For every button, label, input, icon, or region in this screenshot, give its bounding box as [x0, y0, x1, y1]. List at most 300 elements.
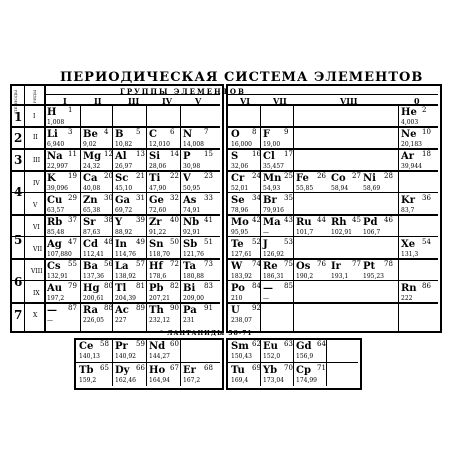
group-VII: VII — [273, 96, 287, 106]
atomic-number: 36 — [422, 194, 431, 202]
element-symbol: Ar — [401, 151, 415, 162]
atomic-mass: 45,10 — [115, 185, 133, 192]
element-symbol: N — [183, 129, 193, 140]
element-symbol: Mg — [83, 151, 102, 162]
grid-line — [12, 236, 220, 237]
atomic-number: 89 — [136, 304, 145, 312]
element-cell — [148, 216, 180, 236]
element-cell — [400, 194, 432, 214]
lanthanide-cell — [148, 364, 180, 384]
element-cell — [230, 282, 262, 302]
row-5: V — [33, 202, 38, 209]
element-cell — [262, 216, 294, 236]
element-cell — [82, 216, 114, 236]
atomic-number: 57 — [136, 260, 145, 268]
element-symbol: Au — [47, 283, 63, 294]
lanthanide-cell — [230, 340, 262, 360]
atomic-mass: 231 — [183, 317, 195, 324]
groups-header: ГРУППЫ ЭЛЕМЕНТОВ — [120, 87, 246, 96]
element-symbol: La — [115, 261, 129, 272]
element-cell — [182, 150, 214, 170]
element-cell — [114, 304, 146, 324]
atomic-mass: 152,0 — [263, 353, 281, 360]
element-symbol: Be — [83, 129, 98, 140]
atomic-mass: 207,21 — [149, 295, 170, 302]
grid-line — [226, 94, 438, 95]
atomic-number: 79 — [68, 282, 77, 290]
element-symbol: Pb — [149, 283, 164, 294]
element-cell — [262, 172, 294, 192]
atomic-number: 46 — [384, 216, 393, 224]
atomic-number: 58 — [100, 340, 109, 348]
element-cell — [230, 150, 262, 170]
element-symbol: Ga — [115, 195, 131, 206]
atomic-mass: — — [263, 229, 269, 236]
period-4: 4 — [14, 185, 23, 199]
element-cell — [114, 194, 146, 214]
atomic-mass: 183,92 — [231, 273, 252, 280]
atomic-number: 31 — [136, 194, 145, 202]
atomic-mass: — — [263, 295, 269, 302]
atomic-mass: 83,7 — [401, 207, 415, 214]
lanthanide-cell — [148, 340, 180, 360]
element-symbol: Cd — [83, 239, 98, 250]
atomic-number: 64 — [317, 340, 326, 348]
element-symbol: Zr — [149, 217, 162, 228]
atomic-number: 4 — [104, 128, 109, 136]
element-symbol: U — [231, 305, 240, 316]
grid-line — [80, 104, 81, 331]
element-symbol: B — [115, 129, 124, 140]
atomic-number: 10 — [422, 128, 431, 136]
lanthanide-cell — [230, 364, 262, 384]
element-symbol: Nb — [183, 217, 200, 228]
atomic-mass: 85,48 — [47, 229, 65, 236]
atomic-number: 33 — [204, 194, 213, 202]
element-symbol: Pa — [183, 305, 197, 316]
element-cell — [182, 260, 214, 280]
element-symbol: Ma — [263, 217, 281, 228]
element-symbol: Tl — [115, 283, 127, 294]
element-symbol: Eu — [263, 341, 278, 352]
element-cell — [230, 304, 262, 324]
element-cell — [295, 172, 327, 192]
grid-line — [398, 104, 399, 331]
atomic-number: 76 — [317, 260, 326, 268]
row-9: IX — [33, 290, 40, 297]
atomic-number: 84 — [252, 282, 261, 290]
element-symbol: Y — [115, 217, 123, 228]
atomic-number: 20 — [104, 172, 113, 180]
atomic-mass: 164,94 — [149, 377, 170, 384]
element-cell — [46, 282, 78, 302]
element-symbol: Sm — [231, 341, 249, 352]
element-cell — [262, 282, 294, 302]
element-symbol: Nd — [149, 341, 166, 352]
group-VIII: VIII — [340, 96, 358, 106]
atomic-mass: 174,99 — [296, 377, 317, 384]
atomic-number: 38 — [104, 216, 113, 224]
group-II: II — [94, 96, 102, 106]
element-cell — [114, 172, 146, 192]
element-cell — [114, 128, 146, 148]
element-symbol: Sc — [115, 173, 129, 184]
element-cell — [230, 260, 262, 280]
atomic-number: 63 — [284, 340, 293, 348]
element-cell — [82, 150, 114, 170]
atomic-mass: 238,07 — [231, 317, 252, 324]
atomic-number: 55 — [68, 260, 77, 268]
element-cell — [46, 150, 78, 170]
element-symbol: Ne — [401, 129, 417, 140]
element-cell — [182, 128, 214, 148]
atomic-number: 44 — [317, 216, 326, 224]
atomic-mass: 35,457 — [263, 163, 284, 170]
element-cell — [295, 216, 327, 236]
element-cell — [400, 106, 432, 126]
element-cell — [82, 172, 114, 192]
atomic-mass: 79,916 — [263, 207, 284, 214]
atomic-number: 14 — [170, 150, 179, 158]
element-symbol: — — [263, 283, 273, 294]
atomic-mass: 4,003 — [401, 119, 419, 126]
atomic-number: 6 — [170, 128, 175, 136]
atomic-mass: 169,4 — [231, 377, 249, 384]
element-cell — [46, 172, 78, 192]
element-cell — [82, 238, 114, 258]
element-symbol: Ca — [83, 173, 98, 184]
element-symbol: O — [231, 129, 240, 140]
element-cell — [230, 194, 262, 214]
atomic-mass: 39,944 — [401, 163, 422, 170]
atomic-mass: 54,93 — [263, 185, 281, 192]
atomic-number: 47 — [68, 238, 77, 246]
atomic-number: 67 — [170, 364, 179, 372]
element-symbol: — — [47, 305, 57, 316]
lanthanide-cell — [114, 364, 146, 384]
atomic-mass: 178,6 — [149, 273, 167, 280]
atomic-number: 34 — [252, 194, 261, 202]
element-cell — [82, 194, 114, 214]
element-symbol: As — [183, 195, 197, 206]
atomic-number: 45 — [352, 216, 361, 224]
atomic-mass: 197,2 — [47, 295, 65, 302]
element-cell — [230, 172, 262, 192]
element-symbol: Ho — [149, 365, 166, 376]
atomic-number: 32 — [170, 194, 179, 202]
atomic-mass: 156,9 — [296, 353, 314, 360]
element-symbol: Ni — [363, 173, 376, 184]
periods-header: ПЕРИОДЫ — [13, 90, 18, 114]
element-symbol: Na — [47, 151, 63, 162]
atomic-mass: 204,39 — [115, 295, 136, 302]
element-symbol: Hg — [83, 283, 100, 294]
atomic-mass: 138,92 — [115, 273, 136, 280]
atomic-number: 60 — [170, 340, 179, 348]
atomic-number: 29 — [68, 194, 77, 202]
atomic-number: 39 — [136, 216, 145, 224]
atomic-number: 48 — [104, 238, 113, 246]
element-cell — [262, 150, 294, 170]
element-symbol: Gd — [296, 341, 312, 352]
atomic-number: 59 — [136, 340, 145, 348]
grid-line — [146, 340, 147, 386]
element-cell — [330, 260, 362, 280]
element-cell — [114, 238, 146, 258]
element-cell — [362, 216, 394, 236]
element-symbol: Pt — [363, 261, 376, 272]
atomic-mass: 226,05 — [83, 317, 104, 324]
atomic-number: 7 — [204, 128, 209, 136]
group-I: I — [63, 96, 67, 106]
atomic-mass: 74,91 — [183, 207, 201, 214]
group-IV: IV — [162, 96, 172, 106]
element-symbol: Mn — [263, 173, 282, 184]
atomic-number: 83 — [204, 282, 213, 290]
row-1: I — [33, 113, 36, 120]
period-3: 3 — [14, 153, 23, 167]
element-symbol: Sb — [183, 239, 198, 250]
atomic-number: 15 — [204, 150, 213, 158]
element-symbol: Mo — [231, 217, 249, 228]
atomic-mass: 47,90 — [149, 185, 167, 192]
element-symbol: Re — [263, 261, 278, 272]
row-2: II — [33, 134, 38, 141]
element-symbol: Fe — [296, 173, 309, 184]
element-cell — [148, 194, 180, 214]
element-symbol: Ac — [115, 305, 129, 316]
grid-line — [24, 86, 25, 331]
atomic-number: 12 — [104, 150, 113, 158]
atomic-mass: 209,00 — [183, 295, 204, 302]
element-symbol: Dy — [115, 365, 130, 376]
element-symbol: He — [401, 107, 417, 118]
element-symbol: Ra — [83, 305, 99, 316]
element-cell — [182, 172, 214, 192]
element-symbol: Po — [231, 283, 245, 294]
grid-line — [112, 340, 113, 386]
lanthanide-cell — [295, 340, 327, 360]
element-symbol: Rh — [331, 217, 347, 228]
element-symbol: Li — [47, 129, 58, 140]
atomic-mass: 102,91 — [331, 229, 352, 236]
atomic-number: 65 — [100, 364, 109, 372]
element-symbol: V — [183, 173, 191, 184]
element-symbol: Hf — [149, 261, 163, 272]
atomic-number: 3 — [68, 128, 73, 136]
element-symbol: Sn — [149, 239, 164, 250]
element-cell — [330, 172, 362, 192]
atomic-number: 30 — [104, 194, 113, 202]
atomic-mass: 162,46 — [115, 377, 136, 384]
element-cell — [400, 150, 432, 170]
atomic-mass: 232,12 — [149, 317, 170, 324]
element-cell — [262, 238, 294, 258]
lanthanide-cell — [182, 364, 214, 384]
grid-line — [180, 104, 181, 331]
atomic-mass: 190,2 — [296, 273, 314, 280]
element-symbol: Zn — [83, 195, 98, 206]
atomic-mass: 193,1 — [331, 273, 349, 280]
atomic-mass: 137,36 — [83, 273, 104, 280]
group-III: III — [128, 96, 140, 106]
atomic-mass: 20,183 — [401, 141, 422, 148]
atomic-number: 35 — [284, 194, 293, 202]
atomic-mass: 173,04 — [263, 377, 284, 384]
atomic-mass: 69,72 — [115, 207, 133, 214]
atomic-mass: 26,97 — [115, 163, 133, 170]
atomic-mass: 72,60 — [149, 207, 167, 214]
atomic-mass: 58,69 — [363, 185, 381, 192]
element-cell — [114, 260, 146, 280]
element-symbol: Pd — [363, 217, 378, 228]
atomic-mass: 106,7 — [363, 229, 381, 236]
element-symbol: Ir — [331, 261, 341, 272]
atomic-mass: 95,95 — [231, 229, 249, 236]
element-symbol: Yb — [263, 365, 278, 376]
element-symbol: Os — [296, 261, 311, 272]
lanthanide-cell — [295, 364, 327, 384]
atomic-number: 8 — [252, 128, 257, 136]
element-cell — [114, 150, 146, 170]
atomic-mass: 9,02 — [83, 141, 97, 148]
element-symbol: Tb — [79, 365, 94, 376]
atomic-number: 62 — [252, 340, 261, 348]
period-5: 5 — [14, 233, 23, 247]
group-VI: VI — [240, 96, 250, 106]
atomic-mass: 30,98 — [183, 163, 201, 170]
element-cell — [182, 216, 214, 236]
lanthanide-cell — [262, 340, 294, 360]
element-symbol: Al — [115, 151, 127, 162]
atomic-number: 53 — [284, 238, 293, 246]
atomic-number: 52 — [252, 238, 261, 246]
atomic-number: 80 — [104, 282, 113, 290]
period-1: 1 — [14, 110, 23, 124]
atomic-mass: 210 — [231, 295, 243, 302]
atomic-number: 24 — [252, 172, 261, 180]
element-cell — [46, 304, 78, 324]
atomic-number: 9 — [284, 128, 289, 136]
element-cell — [148, 128, 180, 148]
element-symbol: Rb — [47, 217, 63, 228]
element-cell — [82, 260, 114, 280]
atomic-mass: 195,23 — [363, 273, 384, 280]
element-cell — [362, 172, 394, 192]
atomic-number: 66 — [136, 364, 145, 372]
element-cell — [46, 106, 78, 126]
atomic-number: 28 — [384, 172, 393, 180]
grid-line — [12, 280, 220, 281]
element-cell — [182, 238, 214, 258]
atomic-number: 27 — [352, 172, 361, 180]
grid-line — [12, 192, 220, 193]
atomic-number: 37 — [68, 216, 77, 224]
atomic-mass: 150,43 — [231, 353, 252, 360]
atomic-mass: 127,61 — [231, 251, 252, 258]
atomic-mass: 12,010 — [149, 141, 170, 148]
element-cell — [262, 194, 294, 214]
period-7: 7 — [14, 308, 23, 322]
atomic-mass: 159,2 — [79, 377, 97, 384]
atomic-mass: 121,76 — [183, 251, 204, 258]
element-cell — [82, 282, 114, 302]
element-symbol: W — [231, 261, 243, 272]
atomic-number: 51 — [204, 238, 213, 246]
atomic-number: 92 — [252, 304, 261, 312]
atomic-mass: 140,13 — [79, 353, 100, 360]
element-symbol: Ag — [47, 239, 62, 250]
atomic-number: 43 — [284, 216, 293, 224]
atomic-number: 49 — [136, 238, 145, 246]
atomic-mass: 131,3 — [401, 251, 419, 258]
element-cell — [362, 260, 394, 280]
atomic-mass: 16,000 — [231, 141, 252, 148]
row-6: VI — [33, 224, 40, 231]
row-4: IV — [33, 180, 40, 187]
atomic-number: 86 — [422, 282, 431, 290]
element-symbol: Ru — [296, 217, 312, 228]
atomic-mass: 107,880 — [47, 251, 72, 258]
element-cell — [400, 128, 432, 148]
element-cell — [262, 128, 294, 148]
atomic-number: 81 — [136, 282, 145, 290]
atomic-mass: 222 — [401, 295, 413, 302]
element-symbol: Cs — [47, 261, 61, 272]
atomic-number: 1 — [68, 106, 73, 114]
atomic-mass: 180,88 — [183, 273, 204, 280]
atomic-number: 11 — [68, 150, 77, 158]
element-symbol: Br — [263, 195, 277, 206]
element-cell — [182, 304, 214, 324]
atomic-mass: 14,008 — [183, 141, 204, 148]
atomic-mass: 118,70 — [149, 251, 170, 258]
element-symbol: P — [183, 151, 191, 162]
element-cell — [82, 304, 114, 324]
element-cell — [182, 282, 214, 302]
element-cell — [82, 128, 114, 148]
element-cell — [148, 304, 180, 324]
atomic-mass: 6,940 — [47, 141, 65, 148]
element-symbol: Co — [331, 173, 346, 184]
element-symbol: C — [149, 129, 157, 140]
element-symbol: Ba — [83, 261, 98, 272]
element-cell — [182, 194, 214, 214]
element-symbol: Cl — [263, 151, 275, 162]
atomic-number: 69 — [252, 364, 261, 372]
row-8: VIII — [31, 268, 43, 275]
element-cell — [148, 238, 180, 258]
atomic-number: 2 — [422, 106, 427, 114]
element-symbol: Ce — [79, 341, 94, 352]
atomic-mass: 200,61 — [83, 295, 104, 302]
atomic-mass: 227 — [115, 317, 127, 324]
lanthanides-title: * ЛАНТАНИДЫ 58-71 — [160, 330, 253, 337]
atomic-number: 25 — [284, 172, 293, 180]
grid-line — [228, 280, 438, 281]
grid-line — [180, 340, 181, 386]
element-cell — [148, 260, 180, 280]
element-symbol: Bi — [183, 283, 196, 294]
atomic-mass: 132,91 — [47, 273, 68, 280]
atomic-mass: 126,92 — [263, 251, 284, 258]
atomic-mass: 10,82 — [115, 141, 133, 148]
grid-line — [76, 362, 220, 363]
element-cell — [46, 128, 78, 148]
grid-line — [12, 104, 220, 106]
atomic-number: 82 — [170, 282, 179, 290]
atomic-mass: 58,94 — [331, 185, 349, 192]
